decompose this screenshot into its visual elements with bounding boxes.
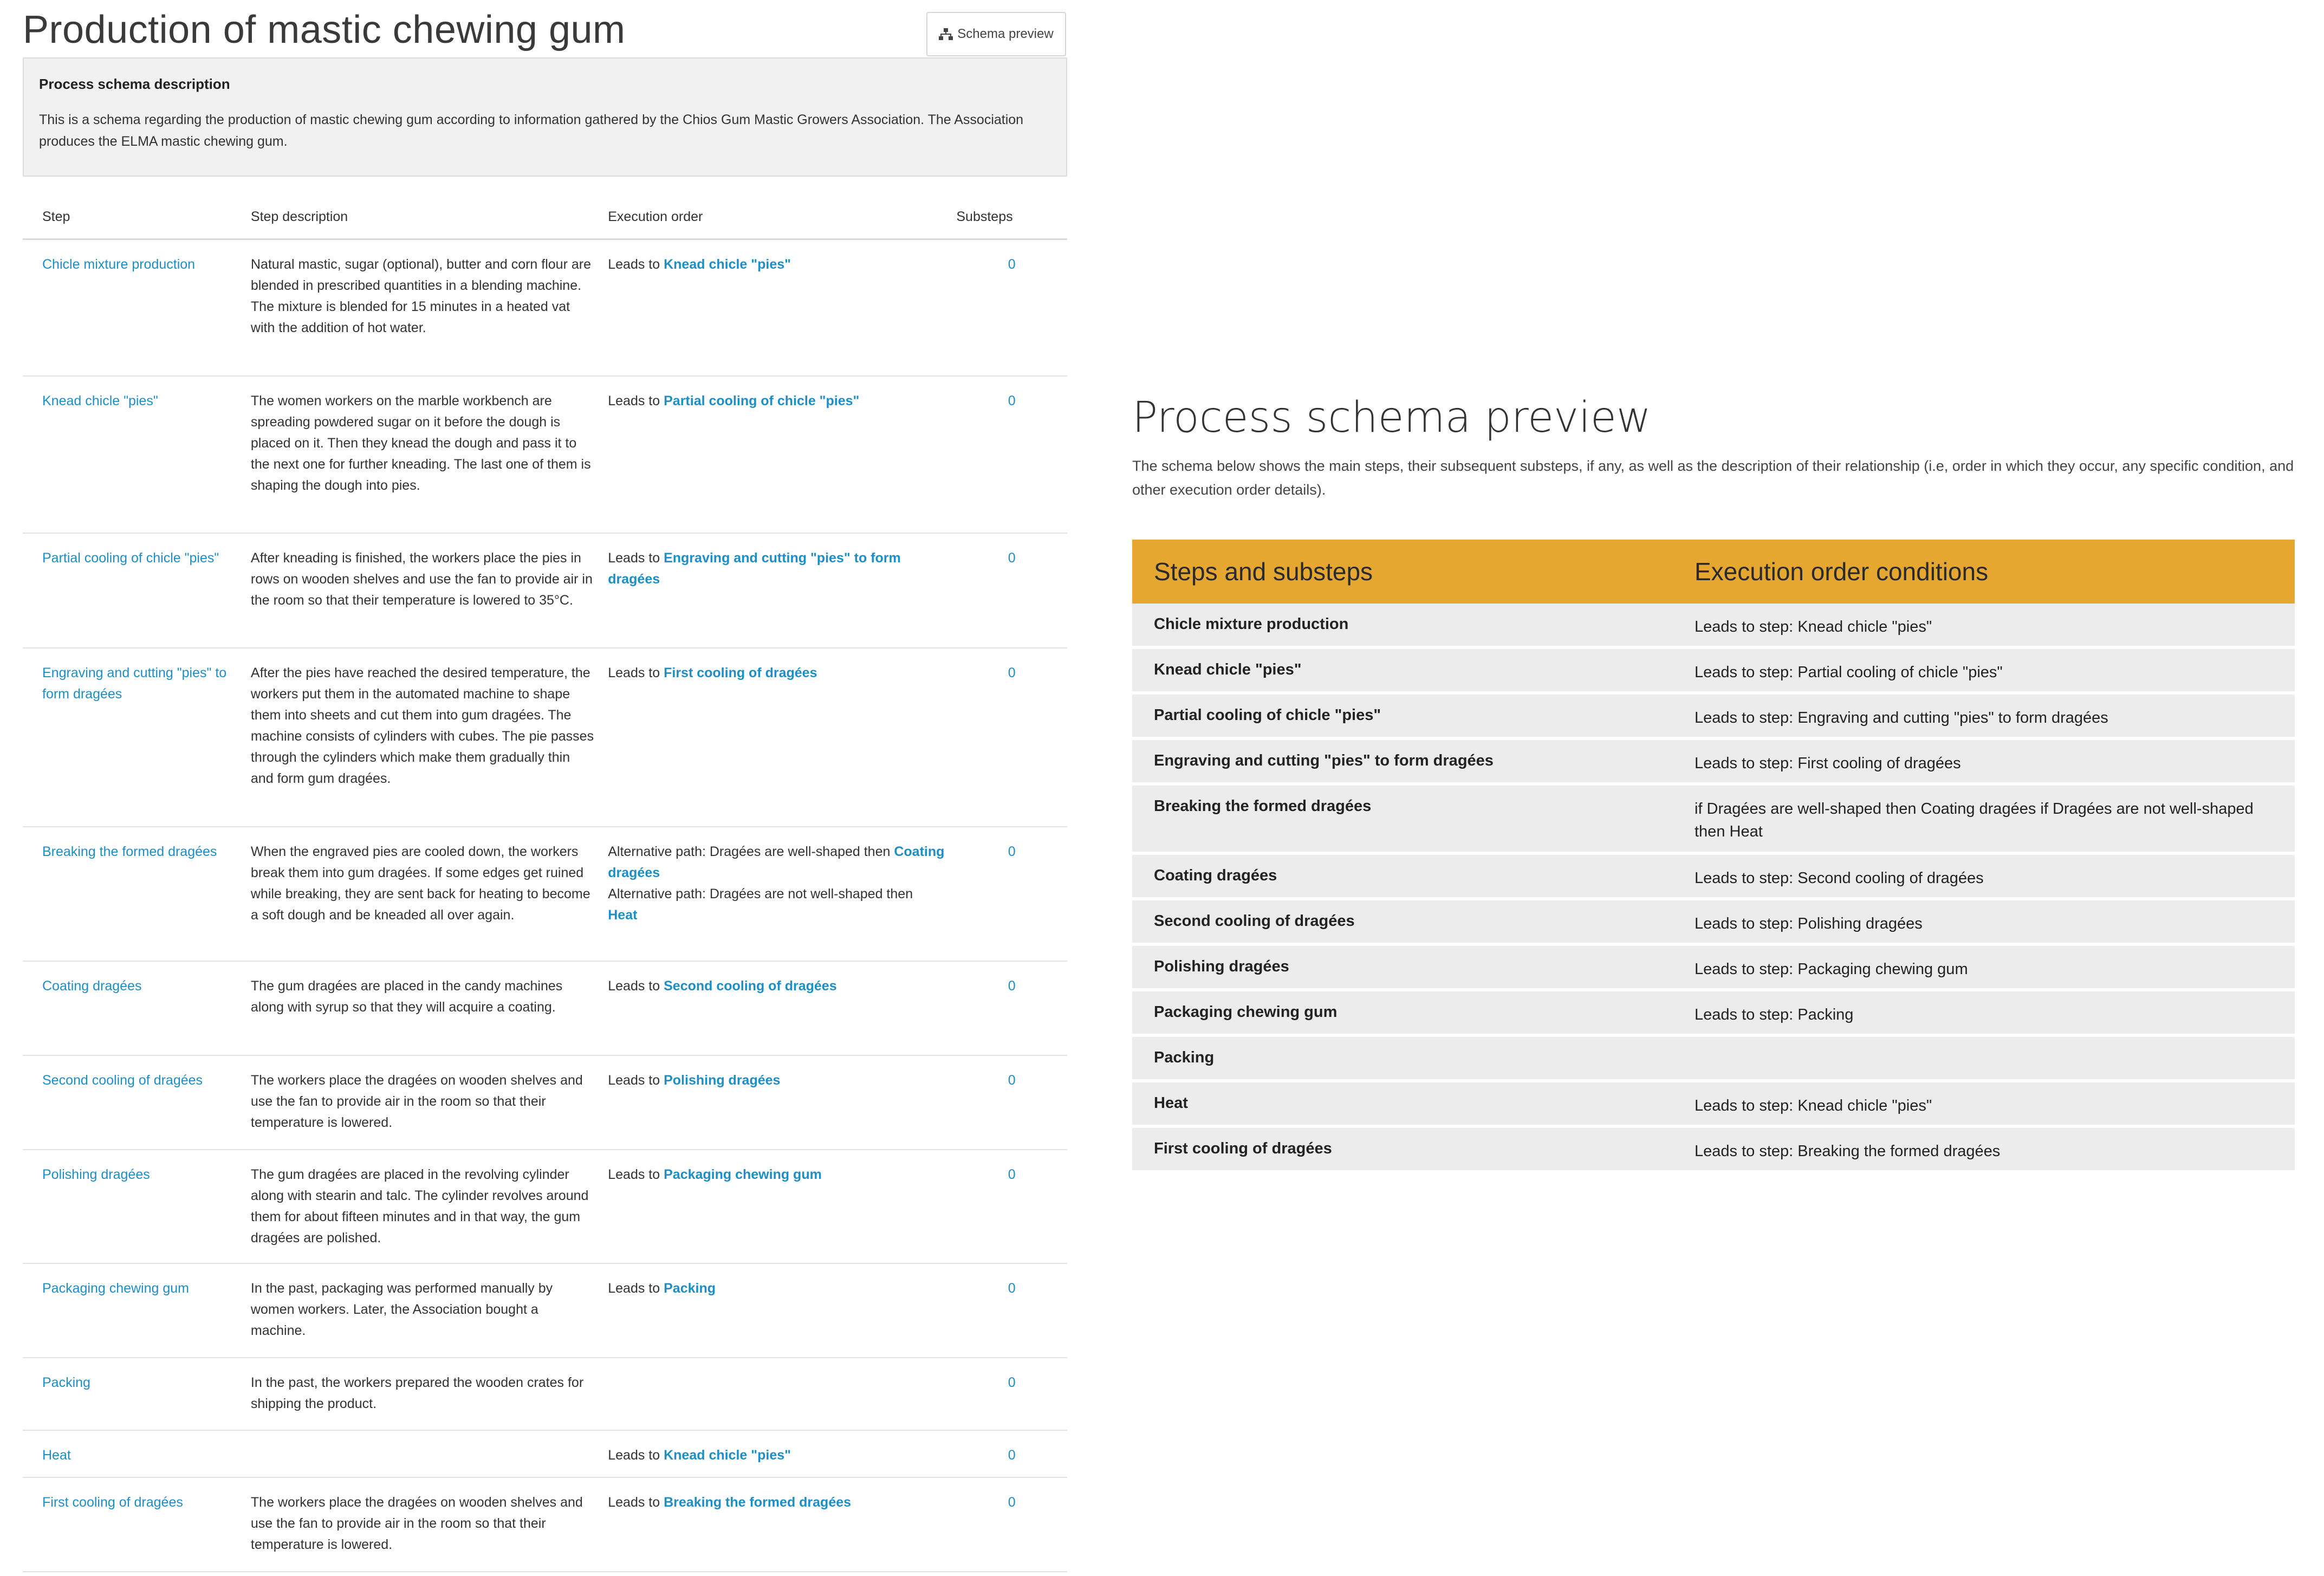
description-text: This is a schema regarding the production of mastic chewing gum according to information gathered by the Chios Gum Mastic Growers Association. The Association produces the ELMA mastic chewing gum.	[39, 112, 1024, 149]
cell-execution-order	[608, 1430, 956, 1477]
step-description: The gum dragées are placed in the candy machines along with syrup so that they will acquire a coating.	[250, 978, 563, 1015]
schema-condition: Leads to step: Partial cooling of chicle "pies"	[1695, 664, 2003, 681]
cell-substeps	[956, 1477, 1067, 1572]
cell-substeps	[956, 827, 1067, 961]
schema-preview-button[interactable]	[926, 12, 1066, 56]
exec-prefix: Leads to	[608, 257, 664, 272]
substeps-count[interactable]: 0	[1008, 665, 1016, 680]
schema-step: Partial cooling of chicle "pies"	[1154, 706, 1381, 724]
schema-condition: Leads to step: Knead chicle "pies"	[1695, 1097, 1932, 1114]
table-row	[23, 1358, 1067, 1430]
schema-step: Packing	[1154, 1049, 1215, 1066]
schema-row	[1132, 855, 2295, 900]
exec-prefix: Leads to	[608, 393, 664, 408]
cell-execution-order	[608, 239, 956, 376]
step-description: The women workers on the marble workbench are spreading powdered sugar on it before the dough is placed on it. Then they knead the dough and pass it to the next one for further kneading. The last one of them is shaping the dough into pies.	[250, 393, 591, 493]
exec-link[interactable]: Packaging chewing gum	[664, 1166, 822, 1182]
substeps-count[interactable]: 0	[1008, 1166, 1016, 1182]
cell-execution-order	[608, 961, 956, 1055]
table-row	[23, 1150, 1067, 1263]
cell-substeps	[956, 1263, 1067, 1358]
schema-condition: Leads to step: Second cooling of dragées	[1695, 870, 1984, 887]
step-description: In the past, packaging was performed manually by women workers. Later, the Association bought a machine.	[250, 1280, 553, 1338]
schema-row	[1132, 740, 2295, 786]
cell-description	[251, 1477, 608, 1572]
table-row	[23, 1055, 1067, 1150]
cell-execution-order	[608, 533, 956, 648]
cell-substeps	[956, 533, 1067, 648]
alternative-path	[608, 884, 945, 926]
schema-row	[1132, 649, 2295, 695]
table-header-row	[23, 195, 1067, 239]
schema-step: Heat	[1154, 1094, 1188, 1112]
substeps-count[interactable]: 0	[1008, 1280, 1016, 1296]
column-header-description: Step description	[251, 195, 608, 239]
sitemap-icon	[939, 28, 953, 41]
schema-row	[1132, 604, 2295, 649]
schema-preview-label: Schema preview	[957, 27, 1054, 41]
table-row	[23, 1430, 1067, 1477]
cell-execution-order	[608, 1477, 956, 1572]
cell-description	[251, 1263, 608, 1358]
cell-step	[23, 827, 251, 961]
exec-link[interactable]: Knead chicle "pies"	[664, 257, 791, 272]
schema-step: Second cooling of dragées	[1154, 912, 1355, 930]
description-heading: Process schema description	[39, 76, 230, 92]
cell-description	[251, 1430, 608, 1477]
schema-table	[1132, 540, 2295, 1173]
exec-link[interactable]: First cooling of dragées	[664, 665, 817, 680]
cell-execution-order	[608, 1263, 956, 1358]
table-row	[23, 239, 1067, 376]
step-link[interactable]: Heat	[42, 1447, 71, 1463]
exec-prefix: Alternative path: Dragées are not well-shaped then	[608, 886, 913, 902]
header-conditions: Execution order conditions	[1695, 557, 1989, 586]
table-row	[23, 1477, 1067, 1572]
substeps-count[interactable]: 0	[1008, 844, 1016, 859]
header-steps: Steps and substeps	[1154, 557, 1373, 586]
table-row	[23, 648, 1067, 827]
cell-substeps	[956, 1430, 1067, 1477]
step-description: The workers place the dragées on wooden shelves and use the fan to provide air in the room so that their temperature is lowered.	[250, 1494, 583, 1552]
cell-description	[251, 648, 608, 827]
cell-step	[23, 1263, 251, 1358]
schema-condition: Leads to step: Packing	[1695, 1006, 1854, 1023]
exec-link[interactable]: Packing	[664, 1280, 716, 1296]
cell-step	[23, 1150, 251, 1263]
substeps-count[interactable]: 0	[1008, 257, 1016, 272]
cell-description	[251, 1358, 608, 1430]
step-description: The workers place the dragées on wooden shelves and use the fan to provide air in the room so that their temperature is lowered.	[250, 1072, 583, 1130]
schema-row	[1132, 946, 2295, 991]
cell-execution-order	[608, 827, 956, 961]
schema-step: First cooling of dragées	[1154, 1140, 1332, 1157]
column-header-substeps: Substeps	[956, 195, 1067, 239]
exec-prefix: Alternative path: Dragées are well-shaped then	[608, 844, 894, 859]
schema-step: Breaking the formed dragées	[1154, 797, 1372, 815]
schema-step: Polishing dragées	[1154, 958, 1289, 975]
cell-substeps	[956, 376, 1067, 533]
cell-step	[23, 239, 251, 376]
substeps-count[interactable]: 0	[1008, 1374, 1016, 1390]
cell-step	[23, 1358, 251, 1430]
page-title: Production of mastic chewing gum	[23, 8, 626, 51]
exec-link[interactable]: Polishing dragées	[664, 1072, 781, 1088]
cell-step	[23, 1430, 251, 1477]
cell-description	[251, 1150, 608, 1263]
schema-condition: Leads to step: Packaging chewing gum	[1695, 961, 1968, 978]
schema-step: Knead chicle "pies"	[1154, 661, 1302, 678]
schema-row	[1132, 1037, 2295, 1082]
exec-prefix: Leads to	[608, 1072, 664, 1088]
exec-prefix: Leads to	[608, 1166, 664, 1182]
schema-row	[1132, 900, 2295, 946]
schema-condition	[1695, 1037, 2295, 1049]
exec-link[interactable]: Breaking the formed dragées	[664, 1494, 852, 1510]
substeps-count[interactable]: 0	[1008, 393, 1016, 408]
step-link[interactable]: First cooling of dragées	[42, 1494, 183, 1510]
step-link[interactable]: Knead chicle "pies"	[42, 393, 158, 408]
table-row	[23, 533, 1067, 648]
cell-description	[251, 1055, 608, 1150]
step-description: When the engraved pies are cooled down, the workers break them into gum dragées. If some edges get ruined while breaking, they are sent back for heating to become a soft dough and be kneaded all over again.	[250, 844, 590, 923]
table-row	[23, 827, 1067, 961]
schema-step: Chicle mixture production	[1154, 615, 1349, 633]
exec-link[interactable]: Partial cooling of chicle "pies"	[664, 393, 860, 408]
schema-row	[1132, 786, 2295, 855]
cell-step	[23, 376, 251, 533]
step-description: In the past, the workers prepared the wooden crates for shipping the product.	[250, 1374, 584, 1411]
exec-prefix: Leads to	[608, 1494, 664, 1510]
schema-step: Coating dragées	[1154, 867, 1277, 884]
step-link[interactable]: Chicle mixture production	[42, 257, 196, 272]
cell-step	[23, 648, 251, 827]
step-link[interactable]: Engraving and cutting "pies" to form dragées	[42, 665, 227, 702]
cell-substeps	[956, 961, 1067, 1055]
exec-link[interactable]: Coating dragées	[608, 844, 945, 880]
cell-step	[23, 1055, 251, 1150]
schema-header	[1132, 540, 2295, 604]
cell-description	[251, 961, 608, 1055]
schema-row	[1132, 1082, 2295, 1128]
schema-condition: Leads to step: First cooling of dragées	[1695, 755, 1961, 772]
exec-prefix: Leads to	[608, 665, 664, 680]
exec-link[interactable]: Second cooling of dragées	[664, 978, 837, 994]
cell-substeps	[956, 1358, 1067, 1430]
step-link[interactable]: Partial cooling of chicle "pies"	[42, 550, 219, 566]
cell-step	[23, 533, 251, 648]
schema-step: Engraving and cutting "pies" to form dragées	[1154, 752, 1494, 769]
step-description: Natural mastic, sugar (optional), butter and corn flour are blended in prescribed quantities in a blending machine. The mixture is blended for 15 minutes in a heated vat with the addition of hot water.	[250, 257, 591, 335]
schema-condition: Leads to step: Breaking the formed dragées	[1695, 1143, 2001, 1160]
cell-description	[251, 533, 608, 648]
schema-row	[1132, 695, 2295, 740]
step-link[interactable]: Coating dragées	[42, 978, 142, 994]
cell-execution-order	[608, 1358, 956, 1430]
cell-substeps	[956, 648, 1067, 827]
schema-condition: if Dragées are well-shaped then Coating dragées if Dragées are not well-shaped then Heat	[1695, 800, 2254, 840]
step-link[interactable]: Breaking the formed dragées	[42, 844, 217, 859]
schema-row	[1132, 991, 2295, 1037]
column-header-execution-order: Execution order	[608, 195, 956, 239]
table-row	[23, 1263, 1067, 1358]
description-box	[23, 57, 1067, 177]
steps-table	[23, 195, 1067, 1572]
exec-link[interactable]: Heat	[608, 907, 638, 923]
exec-prefix: Leads to	[608, 550, 664, 566]
alternative-path	[608, 841, 945, 884]
table-row	[23, 376, 1067, 533]
exec-prefix: Leads to	[608, 1280, 664, 1296]
schema-condition: Leads to step: Engraving and cutting "pies" to form dragées	[1695, 709, 2108, 727]
exec-prefix: Leads to	[608, 1447, 664, 1463]
preview-intro: The schema below shows the main steps, their subsequent substeps, if any, as well as the description of their relationship (i.e, order in which they occur, any specific condition, and other execution order details).	[1132, 458, 2294, 498]
step-description: After the pies have reached the desired temperature, the workers put them in the automated machine to shape them into sheets and cut them into gum dragées. The machine consists of cylinders with cubes. The pie passes through the cylinders which make them gradually thin and form gum dragées.	[250, 665, 594, 786]
step-link[interactable]: Polishing dragées	[42, 1166, 150, 1182]
substeps-count[interactable]: 0	[1008, 978, 1016, 994]
cell-description	[251, 376, 608, 533]
schema-step: Packaging chewing gum	[1154, 1003, 1338, 1021]
schema-row	[1132, 1128, 2295, 1173]
cell-description	[251, 827, 608, 961]
table-row	[23, 961, 1067, 1055]
substeps-count[interactable]: 0	[1008, 1447, 1016, 1463]
substeps-count[interactable]: 0	[1008, 1494, 1016, 1510]
cell-substeps	[956, 239, 1067, 376]
preview-title: Process schema preview	[1132, 393, 1651, 442]
step-link[interactable]: Second cooling of dragées	[42, 1072, 203, 1088]
exec-link[interactable]: Engraving and cutting "pies" to form dragées	[608, 550, 901, 587]
substeps-count[interactable]: 0	[1008, 1072, 1016, 1088]
cell-execution-order	[608, 376, 956, 533]
cell-execution-order	[608, 1055, 956, 1150]
step-link[interactable]: Packaging chewing gum	[42, 1280, 189, 1296]
cell-execution-order	[608, 1150, 956, 1263]
step-link[interactable]: Packing	[42, 1374, 90, 1390]
cell-substeps	[956, 1055, 1067, 1150]
schema-condition: Leads to step: Polishing dragées	[1695, 915, 1923, 932]
cell-description	[251, 239, 608, 376]
schema-condition: Leads to step: Knead chicle "pies"	[1695, 618, 1932, 635]
cell-step	[23, 961, 251, 1055]
cell-substeps	[956, 1150, 1067, 1263]
cell-step	[23, 1477, 251, 1572]
exec-link[interactable]: Knead chicle "pies"	[664, 1447, 791, 1463]
exec-prefix: Leads to	[608, 978, 664, 994]
step-description: After kneading is finished, the workers place the pies in rows on wooden shelves and use the fan to provide air in the room so that their temperature is lowered to 35°C.	[250, 550, 593, 608]
step-description: The gum dragées are placed in the revolving cylinder along with stearin and talc. The cylinder revolves around them for about fifteen minutes and in that way, the gum dragées are polished.	[250, 1166, 589, 1246]
cell-execution-order	[608, 648, 956, 827]
substeps-count[interactable]: 0	[1008, 550, 1016, 566]
column-header-step: Step	[23, 195, 251, 239]
